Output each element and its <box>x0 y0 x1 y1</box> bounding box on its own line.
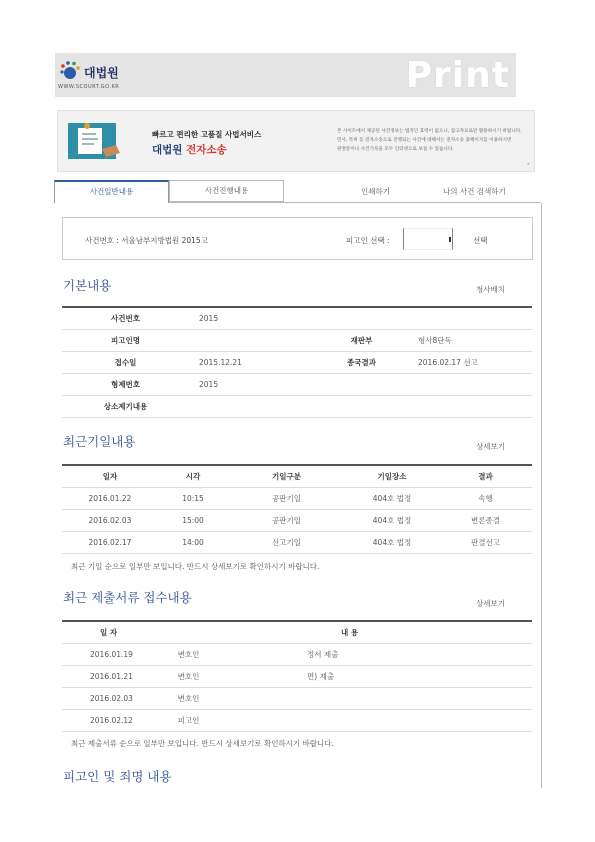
empty-value <box>408 395 532 417</box>
column-header: 일 자 <box>62 621 212 643</box>
column-header-spacer <box>212 621 307 643</box>
filing-date: 2016.01.19 <box>62 643 165 665</box>
court-url: WWW.SCOURT.GO.KR <box>58 84 120 90</box>
hearing-result: 변론종결 <box>439 509 532 531</box>
appeal-value <box>189 395 315 417</box>
filing-content <box>307 709 532 731</box>
banner-title <box>152 142 227 157</box>
case-selection-box <box>62 217 533 260</box>
table-row <box>62 665 532 687</box>
table-row <box>62 351 532 373</box>
final-result-value: 2016.02.17 선고 <box>408 351 532 373</box>
content-border <box>541 203 542 788</box>
banner-desc-line: 판결문이나 사건기록을 모두 인터넷으로 보실 수 있습니다. <box>337 147 454 152</box>
banner-title-main: 대법원 <box>152 144 183 156</box>
banner-tagline: 빠르고 편리한 고품질 사법서비스 <box>152 130 262 139</box>
table-row <box>62 329 532 351</box>
filing-gap <box>212 709 307 731</box>
filing-gap <box>212 687 307 709</box>
court-map-link[interactable]: 청사배치 <box>476 285 505 294</box>
page-header <box>55 53 516 97</box>
table-row <box>62 531 532 553</box>
empty-value <box>408 307 532 329</box>
ecourt-banner[interactable] <box>57 110 535 172</box>
corner-dot-icon: • <box>526 161 530 168</box>
table-row <box>62 487 532 509</box>
banner-title-accent: 전자소송 <box>186 144 227 156</box>
court-division-label: 재판부 <box>315 329 408 351</box>
hearings-detail-link[interactable]: 상세보기 <box>476 442 505 451</box>
banner-desc-line: 본 사이트에서 제공된 사건정보는 법적인 효력이 없으니, 참고자료로만 활용하시기 바랍니다. <box>337 129 522 134</box>
appeal-label: 상소제기내용 <box>62 395 189 417</box>
hearing-date: 2016.01.22 <box>62 487 158 509</box>
filing-date: 2016.02.03 <box>62 687 165 709</box>
filing-submitter: 변호인 <box>165 643 212 665</box>
print-title: Print <box>405 55 510 96</box>
basic-info-title: 기본내용 <box>63 278 112 293</box>
tab-case-general[interactable]: 사건일반내용 <box>54 180 169 203</box>
table-row <box>62 643 532 665</box>
hearing-type: 공판기일 <box>228 509 345 531</box>
defendant-charges-title: 피고인 및 죄명 내용 <box>63 769 172 784</box>
column-header: 결과 <box>439 465 532 487</box>
column-header: 기일구분 <box>228 465 345 487</box>
table-row <box>62 373 532 395</box>
empty-label <box>315 395 408 417</box>
tab-divider <box>169 202 541 203</box>
hearing-result: 속행 <box>439 487 532 509</box>
filing-content <box>307 687 532 709</box>
hearings-note: 최근 기일 순으로 일부만 보입니다. 반드시 상세보기로 확인하시기 바랍니다. <box>71 562 320 571</box>
filing-content: 정서 제출 <box>307 643 532 665</box>
filings-detail-link[interactable]: 상세보기 <box>476 599 505 608</box>
case-number-label-cell: 사건번호 <box>62 307 189 329</box>
hearing-place: 404호 법정 <box>345 509 439 531</box>
hearing-time: 14:00 <box>158 531 228 553</box>
column-header: 내 용 <box>307 621 532 643</box>
filing-gap <box>212 643 307 665</box>
court-logo-text: 대법원 <box>84 66 119 80</box>
case-number-label: 사건번호 : 서울남부지방법원 2015고 <box>85 236 208 245</box>
received-date-value: 2015.12.21 <box>189 351 315 373</box>
empty-label <box>315 307 408 329</box>
hearing-time: 15:00 <box>158 509 228 531</box>
my-case-search-link[interactable]: 나의 사건 검색하기 <box>443 187 506 196</box>
empty-value <box>408 373 532 395</box>
hearing-date: 2016.02.03 <box>62 509 158 531</box>
hearing-time: 10:15 <box>158 487 228 509</box>
defendant-select[interactable] <box>403 228 453 250</box>
recent-hearings-title: 최근기일내용 <box>63 434 136 449</box>
table-row <box>62 687 532 709</box>
column-header: 기일장소 <box>345 465 439 487</box>
filing-submitter: 피고인 <box>165 709 212 731</box>
column-header: 일자 <box>62 465 158 487</box>
hearing-date: 2016.02.17 <box>62 531 158 553</box>
defendant-select-label: 피고인 선택 : <box>346 236 390 245</box>
banner-desc-line: 민사, 특허 등 전자소송으로 진행되는 사건에 대해서는 전자소송 홈페이지를 이용하시면 <box>337 138 512 143</box>
filing-date: 2016.02.12 <box>62 709 165 731</box>
filing-content: 면) 제출 <box>307 665 532 687</box>
filing-gap <box>212 665 307 687</box>
hearings-table <box>62 464 532 554</box>
filings-table <box>62 620 532 732</box>
select-button[interactable]: 선택 <box>473 236 488 245</box>
table-row <box>62 709 532 731</box>
hearing-result: 판결선고 <box>439 531 532 553</box>
case-number-value: 2015 <box>189 307 315 329</box>
hearing-place: 404호 법정 <box>345 487 439 509</box>
table-header-row <box>62 621 532 643</box>
empty-label <box>315 373 408 395</box>
table-row <box>62 307 532 329</box>
table-row <box>62 509 532 531</box>
received-date-label: 접수일 <box>62 351 189 373</box>
final-result-label: 종국결과 <box>315 351 408 373</box>
filing-submitter: 변호인 <box>165 665 212 687</box>
hearing-place: 404호 법정 <box>345 531 439 553</box>
column-header: 시각 <box>158 465 228 487</box>
filing-date: 2016.01.21 <box>62 665 165 687</box>
tab-case-progress[interactable]: 사건진행내용 <box>169 180 284 202</box>
hearing-type: 공판기일 <box>228 487 345 509</box>
defendant-name-value <box>189 329 315 351</box>
court-logo-icon <box>59 60 81 82</box>
filing-submitter: 변호인 <box>165 687 212 709</box>
table-header-row <box>62 465 532 487</box>
prosecution-number-value: 2015 <box>189 373 315 395</box>
basic-info-table <box>62 306 532 418</box>
table-row <box>62 395 532 417</box>
hearing-type: 선고기일 <box>228 531 345 553</box>
prosecution-number-label: 형제번호 <box>62 373 189 395</box>
banner-description <box>337 127 533 154</box>
recent-filings-title: 최근 제출서류 접수내용 <box>63 590 192 605</box>
print-link[interactable]: 인쇄하기 <box>361 187 390 196</box>
filings-note: 최근 제출서류 순으로 일부만 보입니다. 반드시 상세보기로 확인하시기 바랍니다. <box>71 739 334 748</box>
defendant-name-label: 피고인명 <box>62 329 189 351</box>
document-hand-icon <box>64 119 122 165</box>
court-division-value: 형사8단독 <box>408 329 532 351</box>
